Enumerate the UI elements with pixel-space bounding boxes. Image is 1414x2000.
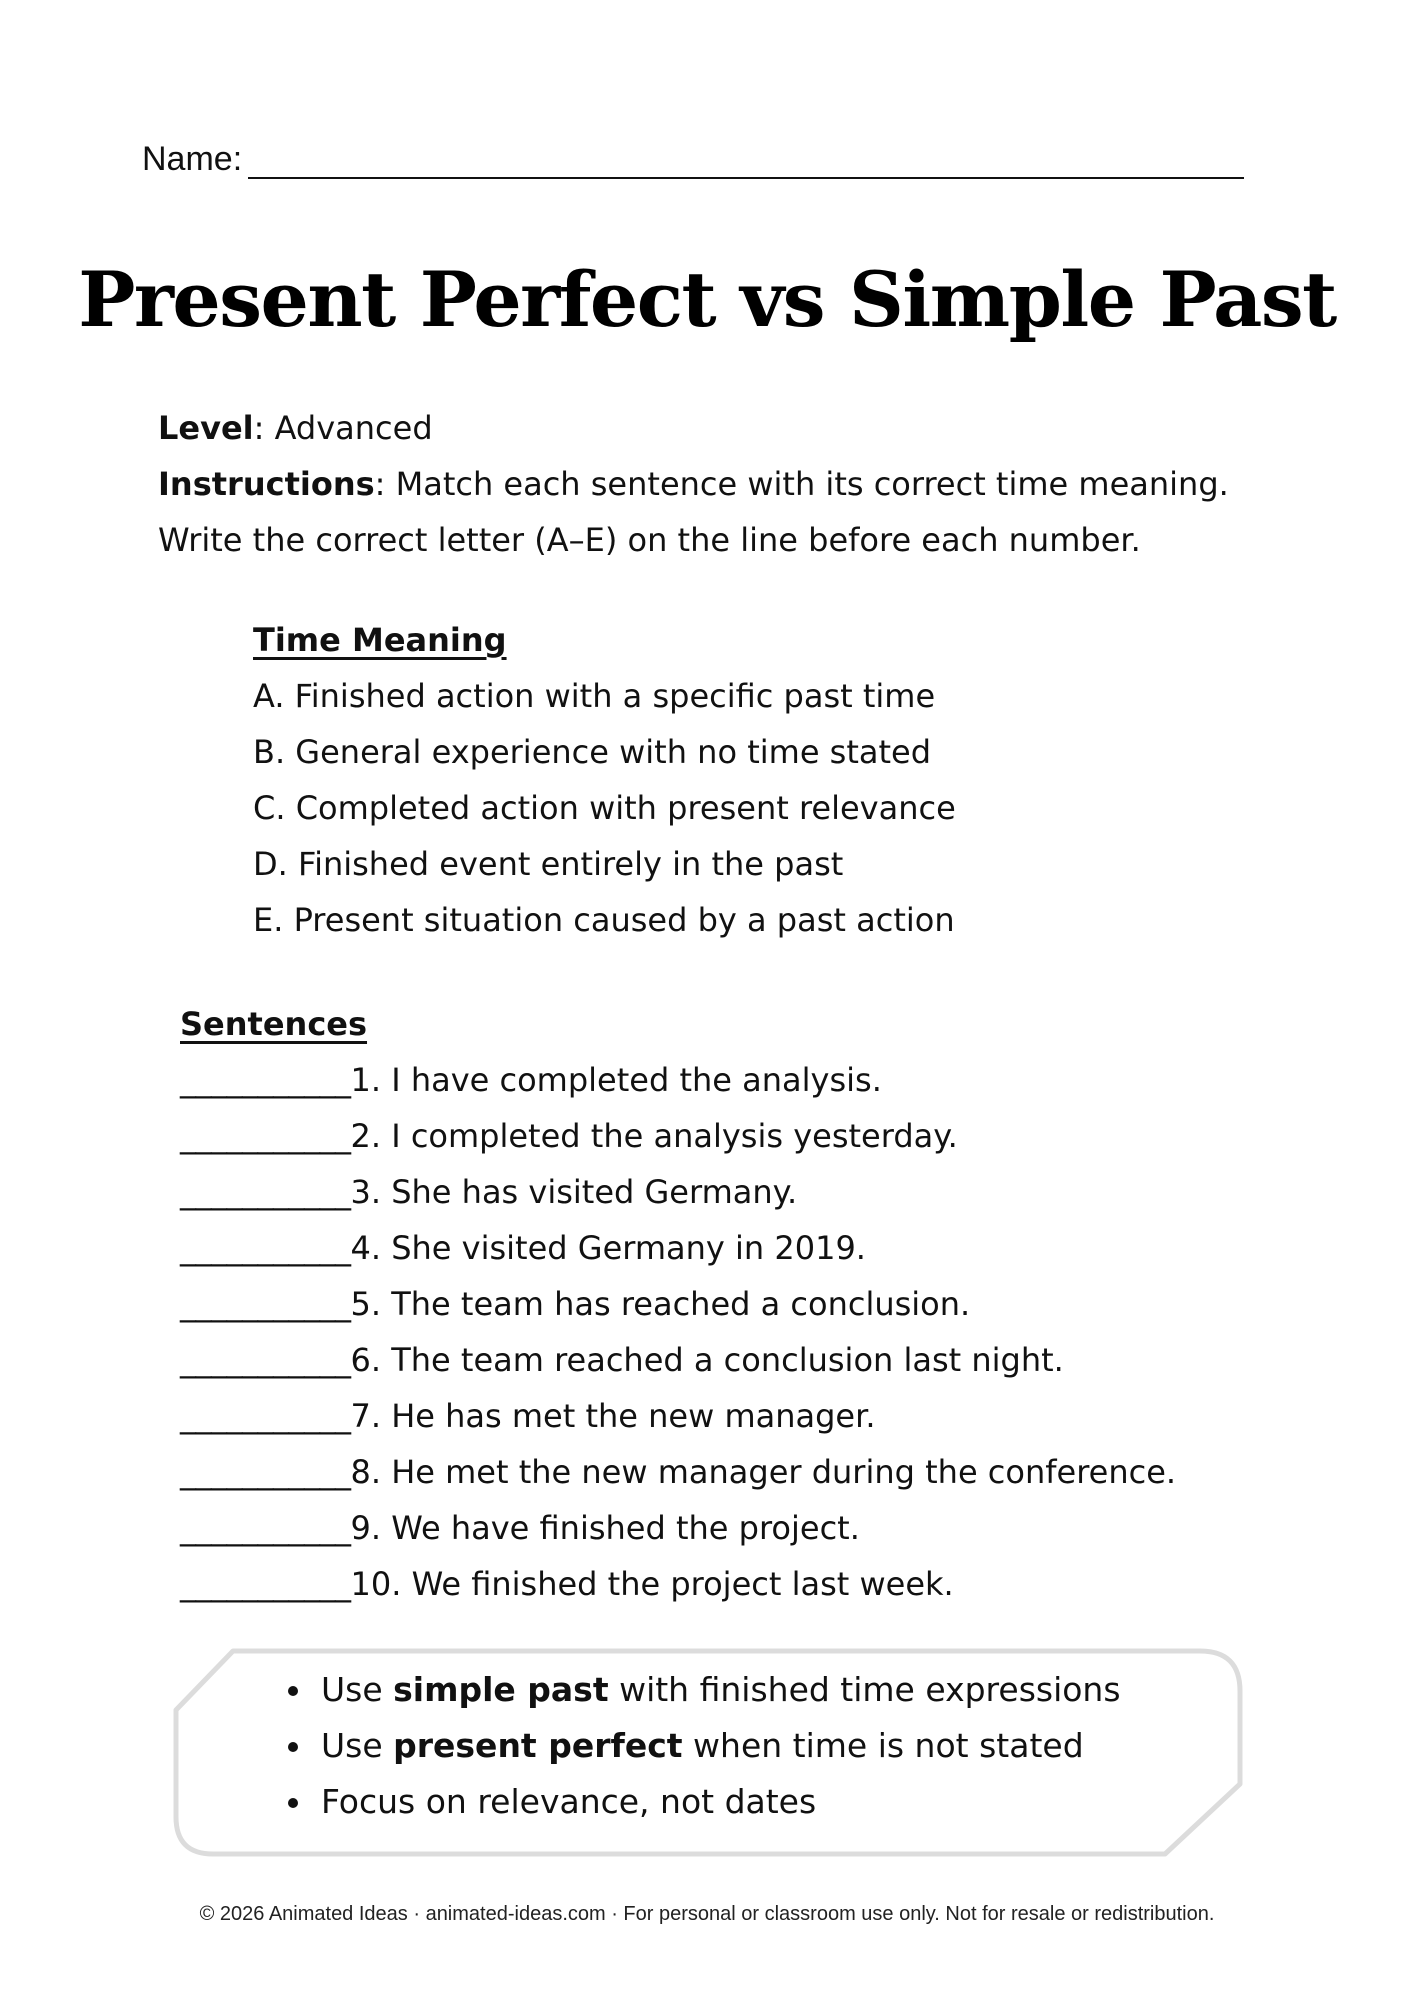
tip-emphasis: present perfect xyxy=(393,1726,683,1765)
answer-blank[interactable]: ___________ xyxy=(180,1453,351,1491)
worksheet-meta xyxy=(158,400,1229,568)
tips-list xyxy=(293,1662,1121,1830)
tip-text: Use xyxy=(321,1670,394,1709)
tip-emphasis: simple past xyxy=(393,1670,609,1709)
tip-text: Focus on relevance, not dates xyxy=(321,1782,817,1821)
sentence-text: 6. The team reached a conclusion last night. xyxy=(350,1341,1064,1379)
sentences-heading: Sentences xyxy=(180,1005,368,1043)
tip-item xyxy=(315,1718,1121,1774)
sentence-item xyxy=(180,1332,1176,1388)
sentence-text: 5. The team has reached a conclusion. xyxy=(350,1285,971,1323)
time-meaning-section xyxy=(253,612,956,948)
tip-text: when time is not stated xyxy=(682,1726,1084,1765)
time-meaning-item: E. Present situation caused by a past action xyxy=(253,901,955,939)
sentence-item xyxy=(180,1444,1176,1500)
sentence-text: 1. I have completed the analysis. xyxy=(350,1061,882,1099)
tip-text: Use xyxy=(321,1726,394,1765)
time-meaning-item: C. Completed action with present relevance xyxy=(253,789,956,827)
tips-box xyxy=(173,1648,1243,1857)
name-field xyxy=(142,140,1244,179)
level-value: : Advanced xyxy=(253,409,433,447)
sentence-text: 9. We have finished the project. xyxy=(350,1509,860,1547)
sentence-item xyxy=(180,1220,1176,1276)
sentences-section xyxy=(180,996,1176,1612)
sentence-text: 2. I completed the analysis yesterday. xyxy=(350,1117,958,1155)
worksheet-title: Present Perfect vs Simple Past xyxy=(78,255,1336,344)
instructions-label: Instructions xyxy=(158,465,375,503)
sentence-list xyxy=(180,1052,1176,1612)
answer-blank[interactable]: ___________ xyxy=(180,1061,351,1099)
sentence-text: 4. She visited Germany in 2019. xyxy=(350,1229,866,1267)
answer-blank[interactable]: ___________ xyxy=(180,1397,351,1435)
answer-blank[interactable]: ___________ xyxy=(180,1341,351,1379)
time-meaning-heading: Time Meaning xyxy=(253,621,507,659)
time-meaning-item: B. General experience with no time stated xyxy=(253,733,932,771)
instructions-line xyxy=(158,456,1229,512)
sentence-text: 8. He met the new manager during the conference. xyxy=(350,1453,1177,1491)
instructions-text: : Match each sentence with its correct time meaning. xyxy=(374,465,1229,503)
answer-blank[interactable]: ___________ xyxy=(180,1173,351,1211)
time-meaning-item: A. Finished action with a specific past time xyxy=(253,677,936,715)
tip-text: with finished time expressions xyxy=(608,1670,1121,1709)
tip-item xyxy=(315,1662,1121,1718)
sentence-item xyxy=(180,1164,1176,1220)
sentence-text: 7. He has met the new manager. xyxy=(350,1397,876,1435)
copyright-footer: © 2026 Animated Ideas · animated-ideas.com · For personal or classroom use only. Not for resale or redistribution. xyxy=(199,1903,1215,1925)
tip-item xyxy=(315,1774,1121,1830)
sentence-item xyxy=(180,1556,1176,1612)
instructions-line-2: Write the correct letter (A–E) on the line before each number. xyxy=(158,521,1141,559)
sentence-item xyxy=(180,1500,1176,1556)
sentence-item xyxy=(180,1276,1176,1332)
sentence-item xyxy=(180,1108,1176,1164)
name-label: Name: xyxy=(142,140,243,178)
sentence-item xyxy=(180,1052,1176,1108)
answer-blank[interactable]: ___________ xyxy=(180,1117,351,1155)
sentence-item xyxy=(180,1388,1176,1444)
level-line xyxy=(158,400,1229,456)
answer-blank[interactable]: ___________ xyxy=(180,1509,351,1547)
answer-blank[interactable]: ___________ xyxy=(180,1285,351,1323)
sentence-text: 3. She has visited Germany. xyxy=(350,1173,798,1211)
time-meaning-item: D. Finished event entirely in the past xyxy=(253,845,844,883)
answer-blank[interactable]: ___________ xyxy=(180,1229,351,1267)
level-label: Level xyxy=(158,409,254,447)
time-meaning-list xyxy=(253,668,956,948)
name-blank-line[interactable] xyxy=(248,147,1244,179)
answer-blank[interactable]: ___________ xyxy=(180,1565,351,1603)
sentence-text: 10. We finished the project last week. xyxy=(350,1565,954,1603)
